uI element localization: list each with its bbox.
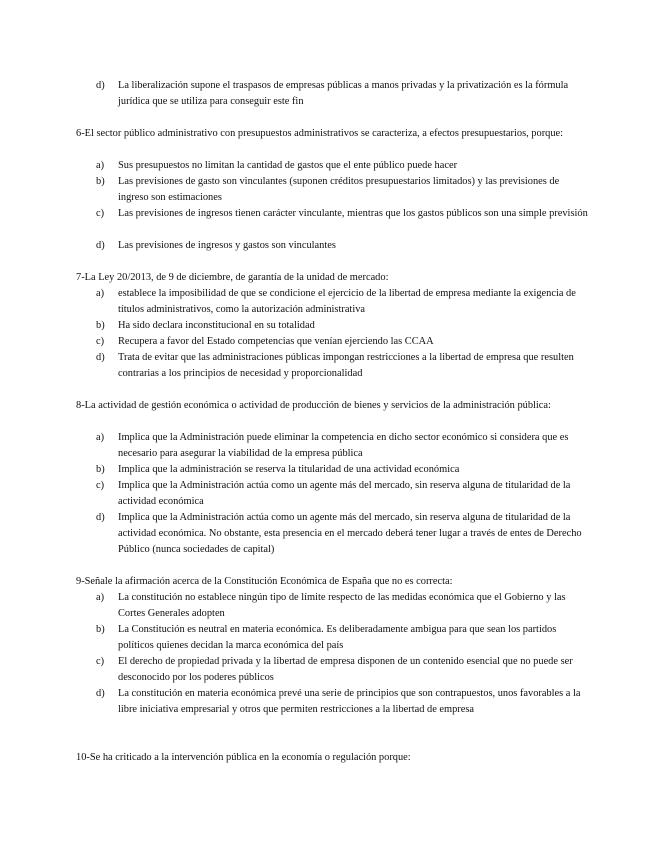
question-9-stem: 9-Señale la afirmación acerca de la Constitución Económica de España que no es correcta: bbox=[76, 576, 453, 587]
option-letter: a) bbox=[96, 592, 105, 603]
option-text: Implica que la administración se reserva la titularidad de una actividad económica bbox=[118, 464, 460, 475]
option-text: El derecho de propiedad privada y la libertad de empresa disponen de un contenido esencial que no puede ser desconocido por los poderes públicos bbox=[118, 656, 573, 683]
option-text: Ha sido declara inconstitucional en su totalidad bbox=[118, 320, 315, 331]
option-letter: d) bbox=[96, 352, 105, 363]
option-letter: c) bbox=[96, 208, 105, 219]
option-text: Las previsiones de gasto son vinculantes (suponen créditos presupuestarios limitados) y las previsiones de ingreso son estimaciones bbox=[118, 176, 560, 203]
option-letter: b) bbox=[96, 624, 105, 635]
option-text: La constitución en materia económica prevé una serie de principios que son contrapuestos, unos favorables a la libre iniciativa empresarial y otros que permiten restricciones a la libertad de empresa bbox=[118, 688, 581, 715]
question-8-stem: 8-La actividad de gestión económica o actividad de producción de bienes y servicios de la administración pública: bbox=[76, 400, 551, 411]
option-text: Recupera a favor del Estado competencias que venían ejerciendo las CCAA bbox=[118, 336, 434, 347]
option-letter: a) bbox=[96, 288, 105, 299]
option-letter: c) bbox=[96, 480, 105, 491]
question-6-stem: 6-El sector público administrativo con presupuestos administrativos se caracteriza, a efectos presupuestarios, porque: bbox=[76, 128, 564, 139]
option-letter: d) bbox=[96, 240, 105, 251]
option-text: Implica que la Administración puede eliminar la competencia en dicho sector económico si considera que es necesario para asegurar la viabilidad de la empresa pública bbox=[118, 432, 569, 459]
option-letter: b) bbox=[96, 176, 105, 187]
option-text: La Constitución es neutral en materia económica. Es deliberadamente ambigua para que sean los partidos políticos quienes decidan la marca económica del país bbox=[118, 624, 557, 651]
option-text: La liberalización supone el traspasos de empresas públicas a manos privadas y la privatización es la fórmula jurídica que se utiliza para conseguir este fin bbox=[118, 80, 569, 107]
option-letter: c) bbox=[96, 336, 105, 347]
option-letter: d) bbox=[96, 512, 105, 523]
option-text: establece la imposibilidad de que se condicione el ejercicio de la libertad de empresa mediante la exigencia de títulos administrativos, como la autorización administrativa bbox=[118, 288, 576, 315]
option-letter: b) bbox=[96, 320, 105, 331]
option-letter: c) bbox=[96, 656, 105, 667]
question-7-stem: 7-La Ley 20/2013, de 9 de diciembre, de garantía de la unidad de mercado: bbox=[76, 272, 389, 283]
option-text: Las previsiones de ingresos y gastos son vinculantes bbox=[118, 240, 336, 251]
question-10-stem: 10-Se ha criticado a la intervención pública en la economía o regulación porque: bbox=[76, 752, 411, 763]
option-letter: b) bbox=[96, 464, 105, 475]
option-letter: d) bbox=[96, 80, 105, 91]
option-text: Implica que la Administración actúa como un agente más del mercado, sin reserva alguna de titularidad de la actividad económica bbox=[118, 480, 571, 507]
option-letter: a) bbox=[96, 432, 105, 443]
option-text: Las previsiones de ingresos tienen carácter vinculante, mientras que los gastos públicos son una simple previsión bbox=[118, 208, 588, 219]
option-text: Implica que la Administración actúa como un agente más del mercado, sin reserva alguna de titularidad de la actividad económica. No obstante, esta presencia en el mercado deberá tener lugar a través de entes de Derecho Público (nunca sociedades de capital) bbox=[118, 512, 582, 555]
option-letter: d) bbox=[96, 688, 105, 699]
option-letter: a) bbox=[96, 160, 105, 171]
option-text: Sus presupuestos no limitan la cantidad de gastos que el ente público puede hacer bbox=[118, 160, 458, 171]
option-text: Trata de evitar que las administraciones públicas impongan restricciones a la libertad de empresa que resulten contrarias a los principios de necesidad y proporcionalidad bbox=[118, 352, 574, 379]
option-text: La constitución no establece ningún tipo de límite respecto de las medidas económica que el Gobierno y las Cortes Generales adopten bbox=[118, 592, 566, 619]
